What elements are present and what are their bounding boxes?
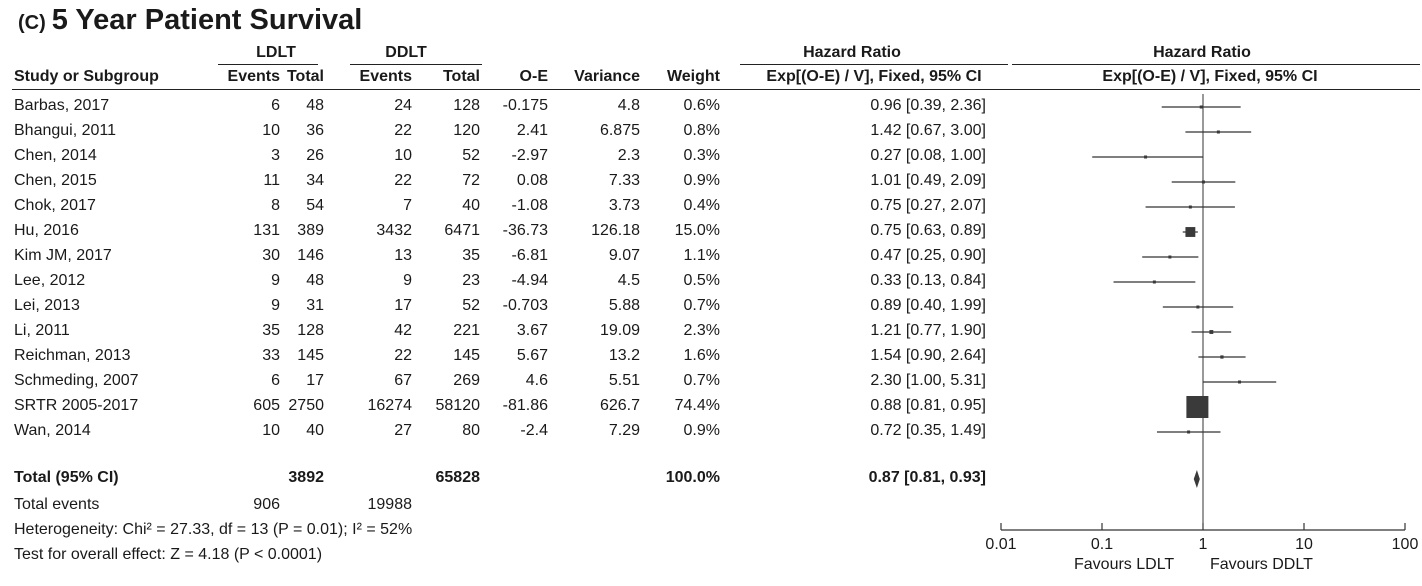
study-marker <box>1200 106 1203 109</box>
variance-value: 626.7 <box>599 397 640 414</box>
ldlt-total: 389 <box>297 222 324 239</box>
ldlt-total: 2750 <box>288 397 324 414</box>
weight-header: Weight <box>666 68 720 85</box>
study-marker <box>1186 396 1208 418</box>
oe-value: 5.67 <box>516 347 548 364</box>
heterogeneity-text: Heterogeneity: Chi² = 27.33, df = 13 (P = 0.01); I² = 52% <box>14 521 413 538</box>
ddlt-total: 80 <box>462 422 480 439</box>
study-marker <box>1196 306 1199 309</box>
hr-ci-value: 0.75 [0.27, 2.07] <box>870 197 986 214</box>
variance-value: 7.29 <box>608 422 640 439</box>
overall-effect-text: Test for overall effect: Z = 4.18 (P < 0.0001) <box>14 546 323 563</box>
oe-value: 2.41 <box>516 122 548 139</box>
study-marker <box>1185 227 1195 237</box>
study-name: Chen, 2014 <box>14 147 97 164</box>
study-name: Bhangui, 2011 <box>14 122 117 139</box>
ddlt-total: 145 <box>453 347 480 364</box>
weight-value: 15.0% <box>674 222 720 239</box>
variance-value: 3.73 <box>608 197 640 214</box>
ldlt-events: 6 <box>271 97 280 114</box>
weight-value: 0.5% <box>683 272 720 289</box>
study-name: Hu, 2016 <box>14 222 79 239</box>
ldlt-events: 10 <box>262 422 280 439</box>
ldlt-total: 26 <box>306 147 324 164</box>
ldlt-total: 36 <box>306 122 324 139</box>
oe-header: O-E <box>519 68 548 85</box>
study-name: Schmeding, 2007 <box>14 372 139 389</box>
study-marker <box>1153 281 1156 284</box>
hr-ci-value: 1.42 [0.67, 3.00] <box>870 122 986 139</box>
ddlt-total: 6471 <box>444 222 480 239</box>
favours-ldlt-label: Favours LDLT <box>1074 556 1175 573</box>
ldlt-events: 11 <box>263 172 280 189</box>
variance-value: 126.18 <box>591 222 640 239</box>
ddlt-events: 7 <box>403 197 412 214</box>
ldlt-events: 131 <box>253 222 280 239</box>
oe-value: 0.08 <box>516 172 548 189</box>
ddlt-events: 16274 <box>367 397 412 414</box>
total-events-ldlt: 906 <box>253 496 280 513</box>
weight-value: 0.7% <box>683 297 720 314</box>
study-name: Chen, 2015 <box>14 172 97 189</box>
ddlt-total: 23 <box>462 272 480 289</box>
study-name: Wan, 2014 <box>14 422 91 439</box>
study-header: Study or Subgroup <box>14 68 159 85</box>
study-marker <box>1238 381 1241 384</box>
weight-value: 0.7% <box>683 372 720 389</box>
ddlt-total: 128 <box>453 97 480 114</box>
hr-ci-value: 0.75 [0.63, 0.89] <box>870 222 986 239</box>
x-tick-label: 1 <box>1198 536 1208 553</box>
ldlt-total: 40 <box>306 422 324 439</box>
study-name: Lee, 2012 <box>14 272 86 289</box>
study-name: Reichman, 2013 <box>14 347 131 364</box>
study-name: Barbas, 2017 <box>14 97 110 114</box>
total-ldlt: 3892 <box>288 469 324 486</box>
ddlt-events: 27 <box>394 422 412 439</box>
weight-value: 2.3% <box>683 322 720 339</box>
hr-ci-value: 0.33 [0.13, 0.84] <box>870 272 986 289</box>
group2-header: DDLT <box>385 44 427 61</box>
total-events-ddlt: 19988 <box>367 496 412 513</box>
variance-value: 9.07 <box>608 247 640 264</box>
hr-method-left-header: Exp[(O-E) / V], Fixed, 95% CI <box>766 68 982 85</box>
pooled-diamond <box>1194 470 1200 488</box>
oe-value: -6.81 <box>511 247 548 264</box>
ldlt-events: 3 <box>271 147 280 164</box>
x-tick-label: 100 <box>1391 536 1419 553</box>
ldlt-events: 9 <box>271 297 280 314</box>
hr-ci-value: 0.72 [0.35, 1.49] <box>870 422 986 439</box>
weight-value: 0.9% <box>683 422 720 439</box>
study-marker <box>1220 355 1223 358</box>
study-name: Chok, 2017 <box>14 197 96 214</box>
ldlt-events: 6 <box>271 372 280 389</box>
study-marker <box>1168 256 1171 259</box>
ddlt-events: 10 <box>394 147 412 164</box>
total-events-label: Total events <box>14 496 100 513</box>
oe-value: -36.73 <box>502 222 548 239</box>
total-label: Total (95% CI) <box>14 469 119 486</box>
ldlt-events: 605 <box>253 397 280 414</box>
weight-value: 1.6% <box>683 347 720 364</box>
group1-header: LDLT <box>256 44 296 61</box>
weight-value: 0.8% <box>683 122 720 139</box>
figure-title-text: 5 Year Patient Survival <box>51 4 363 36</box>
variance-header: Variance <box>574 68 640 85</box>
hr-ci-value: 0.47 [0.25, 0.90] <box>870 247 986 264</box>
total-hr: 0.87 [0.81, 0.93] <box>868 469 986 486</box>
ldlt-events: 35 <box>262 322 280 339</box>
oe-value: -1.08 <box>511 197 548 214</box>
total-weight: 100.0% <box>665 469 720 486</box>
ddlt-events: 9 <box>403 272 412 289</box>
ddlt-total: 52 <box>462 147 480 164</box>
variance-value: 7.33 <box>608 172 640 189</box>
study-name: SRTR 2005-2017 <box>14 397 139 414</box>
oe-value: -0.703 <box>502 297 548 314</box>
hr-ci-value: 0.27 [0.08, 1.00] <box>870 147 986 164</box>
hr-ci-value: 0.88 [0.81, 0.95] <box>870 397 986 414</box>
weight-value: 0.9% <box>683 172 720 189</box>
variance-value: 6.875 <box>599 122 640 139</box>
ldlt-events: 30 <box>262 247 280 264</box>
ddlt-total: 35 <box>462 247 480 264</box>
hr-ci-value: 0.89 [0.40, 1.99] <box>870 297 986 314</box>
favours-ddlt-label: Favours DDLT <box>1210 556 1313 573</box>
variance-value: 19.09 <box>599 322 640 339</box>
x-tick-label: 10 <box>1295 536 1313 553</box>
ddlt-total: 120 <box>453 122 480 139</box>
study-marker <box>1202 181 1205 184</box>
oe-value: 4.6 <box>525 372 548 389</box>
ldlt-total: 146 <box>297 247 324 264</box>
ldlt-events: 9 <box>271 272 280 289</box>
variance-value: 2.3 <box>617 147 640 164</box>
ldlt-total: 34 <box>306 172 324 189</box>
ddlt-events: 17 <box>394 297 412 314</box>
ddlt-events: 3432 <box>376 222 412 239</box>
total-ddlt: 65828 <box>435 469 480 486</box>
ddlt-total: 58120 <box>435 397 480 414</box>
oe-value: -0.175 <box>502 97 548 114</box>
x-tick-label: 0.01 <box>985 536 1017 553</box>
study-marker <box>1209 330 1213 334</box>
study-marker <box>1187 431 1190 434</box>
study-name: Li, 2011 <box>14 322 70 339</box>
events1-header: Events <box>227 68 280 85</box>
hr-ci-value: 1.54 [0.90, 2.64] <box>870 347 986 364</box>
study-name: Kim JM, 2017 <box>14 247 112 264</box>
total2-header: Total <box>442 68 480 85</box>
ldlt-events: 8 <box>271 197 280 214</box>
ldlt-total: 31 <box>306 297 324 314</box>
ddlt-total: 221 <box>453 322 480 339</box>
ddlt-events: 42 <box>394 322 412 339</box>
ddlt-events: 22 <box>394 122 412 139</box>
study-marker <box>1144 156 1147 159</box>
variance-value: 13.2 <box>608 347 640 364</box>
weight-value: 74.4% <box>674 397 720 414</box>
ddlt-events: 22 <box>394 347 412 364</box>
oe-value: 3.67 <box>516 322 548 339</box>
ddlt-total: 269 <box>453 372 480 389</box>
ddlt-total: 52 <box>462 297 480 314</box>
hr-ci-value: 1.01 [0.49, 2.09] <box>870 172 986 189</box>
hr-ci-value: 0.96 [0.39, 2.36] <box>870 97 986 114</box>
x-tick-label: 0.1 <box>1090 536 1114 553</box>
study-name: Lei, 2013 <box>14 297 80 314</box>
events2-header: Events <box>359 68 412 85</box>
weight-value: 1.1% <box>683 247 720 264</box>
oe-value: -4.94 <box>511 272 548 289</box>
study-marker <box>1217 131 1220 134</box>
hr-ci-value: 1.21 [0.77, 1.90] <box>870 322 986 339</box>
ldlt-events: 33 <box>262 347 280 364</box>
ldlt-total: 145 <box>297 347 324 364</box>
study-marker <box>1189 206 1192 209</box>
variance-value: 4.5 <box>617 272 640 289</box>
ddlt-events: 24 <box>394 97 412 114</box>
hr-method-right-header: Exp[(O-E) / V], Fixed, 95% CI <box>1102 68 1318 85</box>
ldlt-total: 128 <box>297 322 324 339</box>
variance-value: 5.51 <box>608 372 640 389</box>
total1-header: Total <box>286 68 324 85</box>
hr-ci-value: 2.30 [1.00, 5.31] <box>870 372 986 389</box>
hr-header-top-right: Hazard Ratio <box>1153 44 1251 61</box>
variance-value: 4.8 <box>617 97 640 114</box>
weight-value: 0.6% <box>683 97 720 114</box>
oe-value: -2.97 <box>511 147 548 164</box>
ldlt-total: 48 <box>306 97 324 114</box>
ddlt-events: 22 <box>394 172 412 189</box>
weight-value: 0.4% <box>683 197 720 214</box>
weight-value: 0.3% <box>683 147 720 164</box>
oe-value: -81.86 <box>502 397 548 414</box>
ldlt-total: 54 <box>306 197 324 214</box>
ddlt-events: 67 <box>394 372 412 389</box>
oe-value: -2.4 <box>520 422 548 439</box>
ldlt-total: 48 <box>306 272 324 289</box>
ddlt-total: 40 <box>462 197 480 214</box>
ddlt-total: 72 <box>462 172 480 189</box>
hr-header-top-left: Hazard Ratio <box>803 44 901 61</box>
figure-tag: (C) <box>18 12 46 34</box>
ldlt-total: 17 <box>306 372 324 389</box>
variance-value: 5.88 <box>608 297 640 314</box>
ldlt-events: 10 <box>262 122 280 139</box>
ddlt-events: 13 <box>394 247 412 264</box>
